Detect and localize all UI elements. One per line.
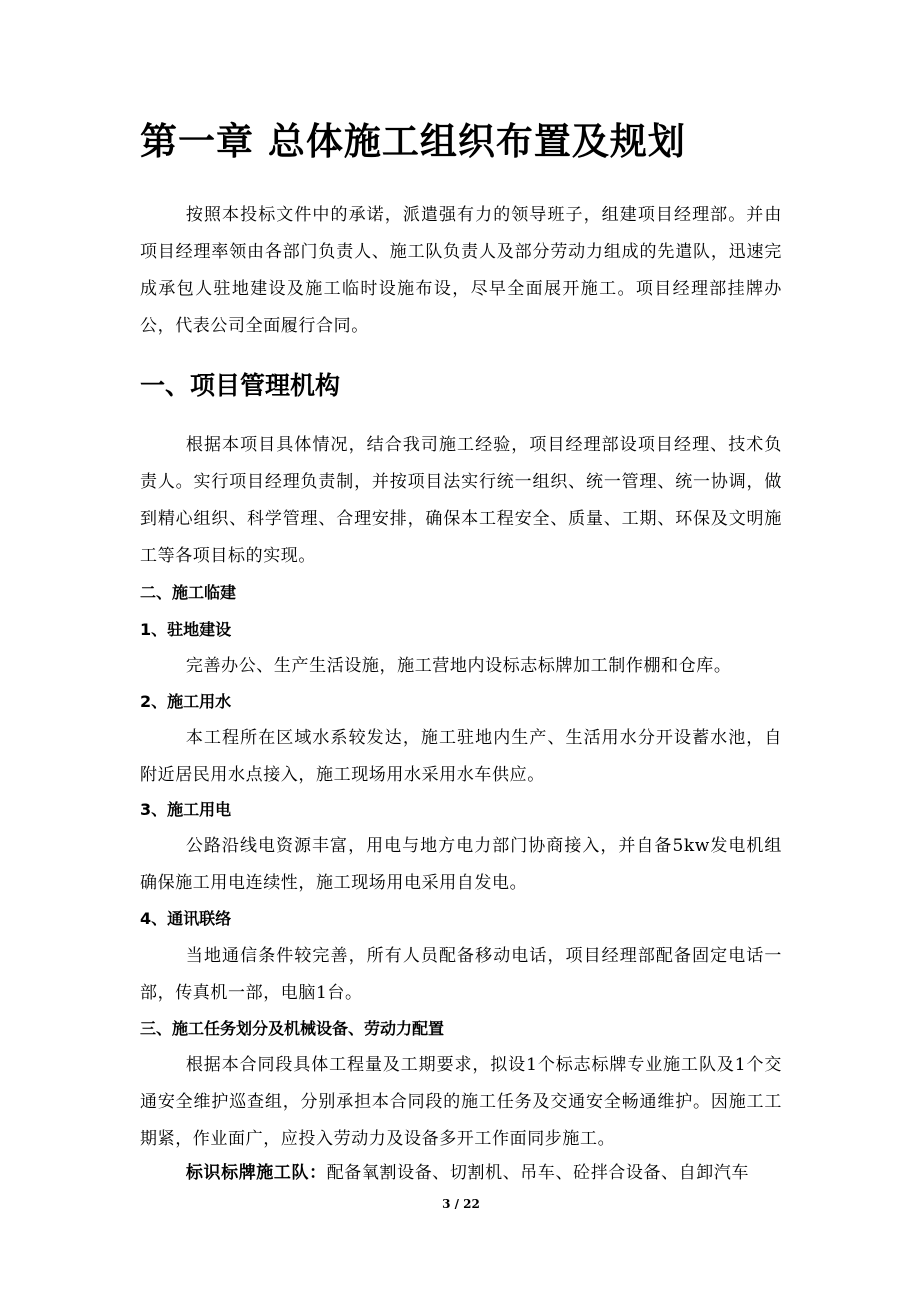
task-division-paragraph: 根据本合同段具体工程量及工期要求，拟设1个标志标牌专业施工队及1个交通安全维护巡查组，分别承担本合同段的施工任务及交通安全畅通维护。因施工工期紧，作业面广，应投入劳动力及设备多开工作面同步施工。 [140, 1055, 782, 1149]
sign-team-paragraph [140, 1155, 782, 1192]
sign-team-label: 标识标牌施工队： [185, 1163, 327, 1183]
page-number: 3 / 22 [442, 1197, 480, 1211]
sign-team-text: 配备氧割设备、切割机、吊车、砼拌合设备、自卸汽车 [326, 1163, 750, 1183]
intro-paragraph: 按照本投标文件中的承诺，派遣强有力的领导班子，组建项目经理部。并由项目经理率领由各部门负责人、施工队负责人及部分劳动力组成的先遣队，迅速完成承包人驻地建设及施工临时设施布设，尽早全面展开施工。项目经理部挂牌办公，代表公司全面履行合同。 [140, 205, 782, 336]
subheading-water: 2、施工用水 [140, 692, 232, 711]
water-paragraph: 本工程所在区域水系较发达，施工驻地内生产、生活用水分开设蓄水池，自附近居民用水点接入，施工现场用水采用水车供应。 [140, 728, 782, 785]
power-paragraph: 公路沿线电资源丰富，用电与地方电力部门协商接入，并自备5kw发电机组确保施工用电连续性，施工现场用电采用自发电。 [140, 836, 782, 893]
communication-paragraph: 当地通信条件较完善，所有人员配备移动电话，项目经理部配备固定电话一部，传真机一部，电脑1台。 [140, 946, 782, 1003]
section-heading-management: 一、项目管理机构 [140, 371, 341, 400]
chapter-title: 第一章 总体施工组织布置及规划 [140, 120, 686, 163]
subheading-communication: 4、通讯联络 [140, 909, 232, 928]
management-paragraph: 根据本项目具体情况，结合我司施工经验，项目经理部设项目经理、技术负责人。实行项目经理负责制，并按项目法实行统一组织、统一管理、统一协调，做到精心组织、科学管理、合理安排，确保本工程安全、质量、工期、环保及文明施工等各项目标的实现。 [140, 435, 782, 566]
camp-paragraph: 完善办公、生产生活设施，施工营地内设标志标牌加工制作棚和仓库。 [185, 656, 732, 676]
section-heading-temporary-works: 二、施工临建 [140, 583, 237, 602]
document-page [140, 0, 782, 1303]
section-heading-task-division: 三、施工任务划分及机械设备、劳动力配置 [140, 1019, 445, 1038]
subheading-power: 3、施工用电 [140, 800, 232, 819]
subheading-camp: 1、驻地建设 [140, 620, 232, 639]
